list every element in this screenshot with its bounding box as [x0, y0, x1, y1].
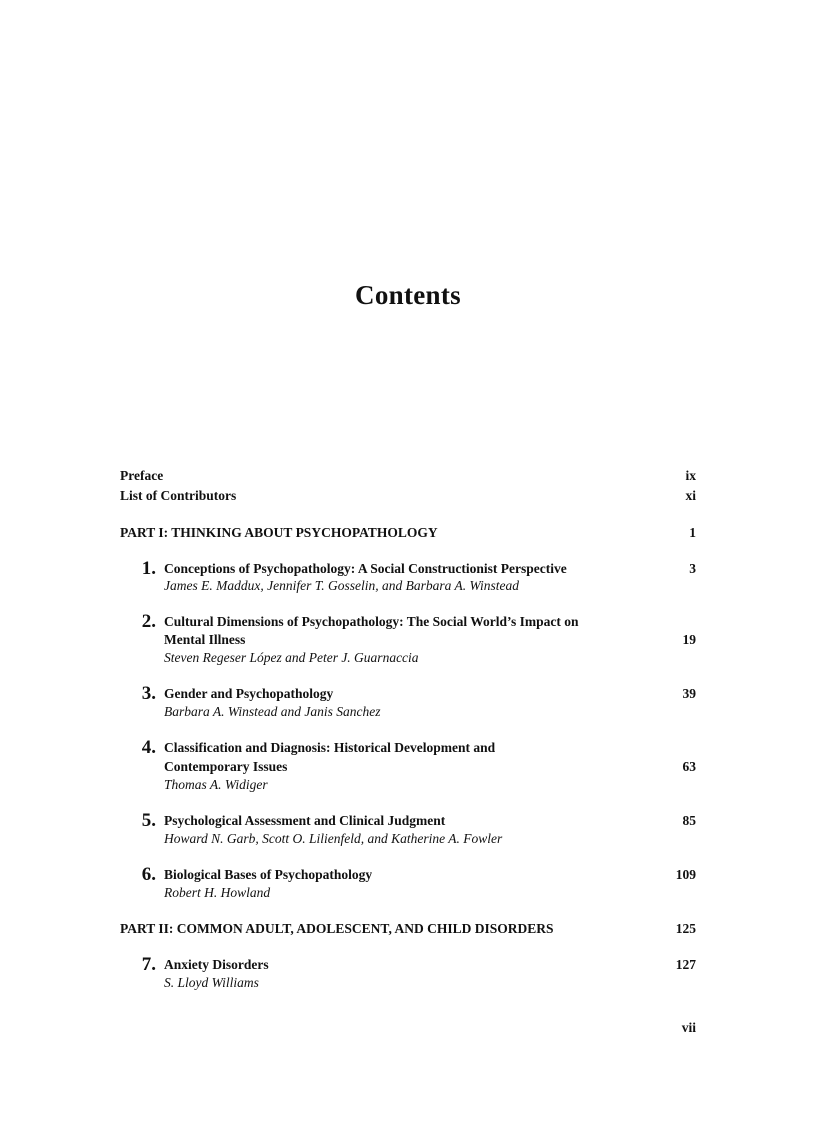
chapter-number: 3. [141, 683, 156, 704]
chapter-title[interactable]: Cultural Dimensions of Psychopathology: The Social World’s Impact on [164, 614, 579, 629]
chapter-number: 4. [141, 737, 156, 758]
chapter-page: 63 [682, 759, 696, 774]
chapter-page: 19 [682, 632, 696, 647]
toc-page-part-1: 1 [689, 525, 696, 540]
toc-page-part-2: 125 [675, 921, 696, 936]
chapter-title[interactable]: Anxiety Disorders [164, 957, 269, 972]
chapter-title-continued[interactable]: Mental Illness [164, 632, 246, 647]
toc-page-preface: ix [685, 468, 696, 483]
toc-entry-preface[interactable]: Preface [120, 468, 164, 483]
chapter-title[interactable]: Gender and Psychopathology [164, 686, 334, 701]
chapter-authors: Robert H. Howland [164, 885, 271, 900]
chapter-page: 109 [675, 867, 696, 882]
chapter-authors: Steven Regeser López and Peter J. Guarnaccia [164, 650, 419, 665]
chapter-page: 3 [689, 561, 696, 576]
chapter-title[interactable]: Biological Bases of Psychopathology [164, 867, 373, 882]
chapter-page: 127 [675, 957, 696, 972]
chapter-authors: S. Lloyd Williams [164, 975, 259, 990]
page-folio: vii [681, 1020, 696, 1035]
chapter-number: 5. [141, 810, 156, 831]
chapter-authors: James E. Maddux, Jennifer T. Gosselin, and Barbara A. Winstead [164, 578, 519, 593]
page-title: Contents [355, 280, 461, 310]
chapter-title[interactable]: Psychological Assessment and Clinical Judgment [164, 813, 446, 828]
chapter-page: 39 [682, 686, 696, 701]
chapter-title[interactable]: Conceptions of Psychopathology: A Social Constructionist Perspective [164, 561, 567, 576]
chapter-authors: Thomas A. Widiger [164, 777, 268, 792]
toc-entry-contributors[interactable]: List of Contributors [120, 488, 237, 503]
chapter-title[interactable]: Classification and Diagnosis: Historical Development and [164, 740, 496, 755]
chapter-title-continued[interactable]: Contemporary Issues [164, 759, 288, 774]
toc-part-1[interactable]: PART I: THINKING ABOUT PSYCHOPATHOLOGY [120, 525, 438, 540]
toc-part-2[interactable]: PART II: COMMON ADULT, ADOLESCENT, AND CHILD DISORDERS [120, 921, 554, 936]
chapter-number: 6. [141, 864, 156, 885]
chapter-number: 1. [141, 558, 156, 579]
chapter-authors: Howard N. Garb, Scott O. Lilienfeld, and Katherine A. Fowler [164, 831, 503, 846]
chapter-authors: Barbara A. Winstead and Janis Sanchez [164, 704, 381, 719]
chapter-page: 85 [682, 813, 696, 828]
chapter-number: 7. [141, 954, 156, 975]
toc-page-contributors: xi [685, 488, 696, 503]
chapter-number: 2. [141, 611, 156, 632]
